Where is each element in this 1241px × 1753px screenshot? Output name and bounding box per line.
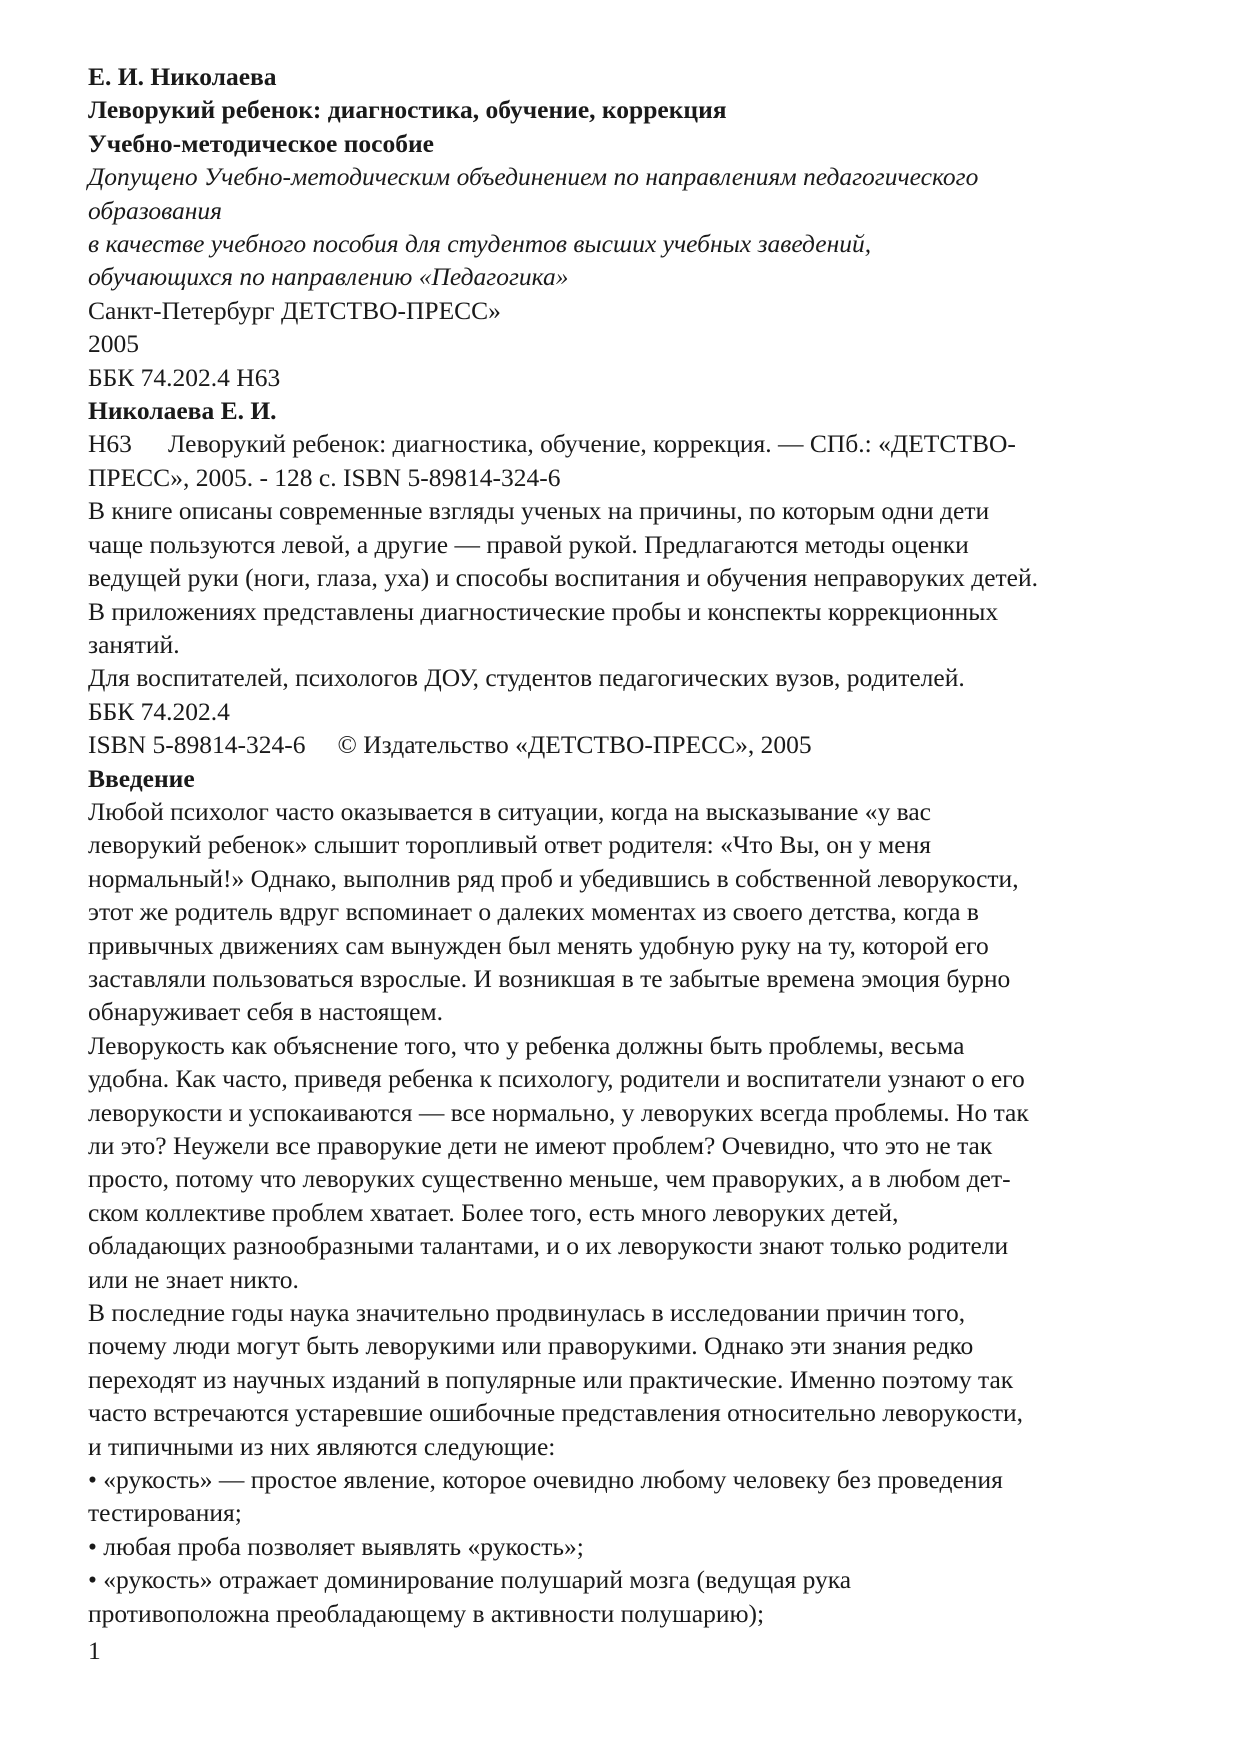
text-line: Любой психолог часто оказывается в ситуации, когда на высказывание «у вас: [88, 796, 931, 826]
text-line: • любая проба позволяет выявлять «рукость»;: [88, 1531, 584, 1561]
text-line: часто встречаются устаревшие ошибочные представления относительно леворукости,: [88, 1398, 1024, 1428]
intro-paragraph-2: [88, 1029, 1208, 1296]
approval-line: в качестве учебного пособия для студентов высших учебных заведений,: [88, 229, 872, 259]
text-line: ском коллективе проблем хватает. Более того, есть много леворуких детей,: [88, 1197, 899, 1227]
catalog-author-heading: Николаева Е. И.: [88, 396, 277, 426]
approval-line: обучающихся по направлению «Педагогика»: [88, 262, 569, 292]
text-line: противоположна преобладающему в активности полушарию);: [88, 1598, 765, 1628]
publisher-line: Санкт-Петербург ДЕТСТВО-ПРЕСС»: [88, 295, 501, 325]
catalog-record-line: Леворукий ребенок: диагностика, обучение, коррекция. — СПб.: «ДЕТСТВО-: [168, 429, 1016, 459]
text-line: просто, потому что леворуких существенно меньше, чем праворуких, а в любом дет-: [88, 1164, 1011, 1194]
author-name: Е. И. Николаева: [88, 62, 277, 91]
approval-line: образования: [88, 195, 222, 225]
text-line: этот же родитель вдруг вспоминает о далеких моментах из своего детства, когда в: [88, 897, 979, 927]
abstract-line: занятий.: [88, 629, 180, 659]
page-content: [88, 60, 1208, 1630]
text-line: В последние годы наука значительно продвинулась в исследовании причин того,: [88, 1298, 966, 1328]
audience-line: Для воспитателей, психологов ДОУ, студентов педагогических вузов, родителей.: [88, 663, 965, 693]
abstract-line: чаще пользуются левой, а другие — правой рукой. Предлагаются методы оценки: [88, 529, 969, 559]
text-line: обладающих разнообразными талантами, и о их леворукости знают только родители: [88, 1231, 1009, 1261]
text-line: нормальный!» Однако, выполнив ряд проб и убедившись в собственной леворукости,: [88, 863, 1019, 893]
abstract-line: В приложениях представлены диагностические пробы и конспекты коррекционных: [88, 596, 999, 626]
list-item: [88, 1463, 1208, 1530]
text-line: удобна. Как часто, приведя ребенка к психологу, родители и воспитатели узнают о его: [88, 1064, 1025, 1094]
book-subtitle: Учебно-методическое пособие: [88, 128, 434, 158]
text-line: тестирования;: [88, 1498, 242, 1528]
text-line: и типичными из них являются следующие:: [88, 1431, 556, 1461]
list-item: [88, 1563, 1208, 1630]
text-line: обнаруживает себя в настоящем.: [88, 997, 443, 1027]
page-number: 1: [88, 1636, 101, 1665]
list-item: [88, 1530, 1208, 1563]
text-line: почему люди могут быть леворукими или праворукими. Однако эти знания редко: [88, 1331, 974, 1361]
publication-year: 2005: [88, 329, 139, 359]
text-line: леворукости и успокаиваются — все нормально, у леворуких всегда проблемы. Но так: [88, 1097, 1029, 1127]
copyright-notice: © Издательство «ДЕТСТВО-ПРЕСС», 2005: [337, 730, 812, 760]
isbn-copyright-line: [88, 728, 1208, 761]
misconception-list: [88, 1463, 1208, 1630]
text-line: леворукий ребенок» слышит торопливый ответ родителя: «Что Вы, он у меня: [88, 830, 931, 860]
catalog-code: Н63: [88, 429, 132, 459]
intro-paragraph-3: [88, 1296, 1208, 1463]
approval-line: Допущено Учебно-методическим объединением по направлениям педагогического: [88, 162, 979, 192]
catalog-record-continued: [88, 461, 1208, 494]
text-line: ли это? Неужели все праворукие дети не имеют проблем? Очевидно, что это не так: [88, 1131, 993, 1160]
text-line: или не знает никто.: [88, 1264, 299, 1294]
text-line: переходят из научных изданий в популярные или практические. Именно поэтому так: [88, 1364, 1014, 1394]
bbk-short: ББК 74.202.4: [88, 696, 230, 726]
book-title: Леворукий ребенок: диагностика, обучение, коррекция: [88, 95, 727, 125]
text-line: привычных движениях сам вынужден был менять удобную руку на ту, которой его: [88, 930, 989, 960]
abstract-line: В книге описаны современные взгляды ученых на причины, по которым одни дети: [88, 496, 990, 526]
catalog-record-isbn: ISBN 5-89814-324-6: [343, 462, 561, 492]
text-line: заставляли пользоваться взрослые. И возникшая в те забытые времена эмоция бурно: [88, 963, 1011, 993]
text-line: • «рукость» — простое явление, которое очевидно любому человеку без проведения: [88, 1465, 1003, 1495]
catalog-record-line: ПРЕСС», 2005. - 128 с.: [88, 462, 337, 492]
abstract-line: ведущей руки (ноги, глаза, уха) и способы воспитания и обучения неправоруких детей.: [88, 563, 1038, 593]
isbn-label: ISBN 5-89814-324-6: [88, 730, 306, 760]
text-line: • «рукость» отражает доминирование полушарий мозга (ведущая рука: [88, 1565, 852, 1595]
intro-paragraph-1: [88, 795, 1208, 1029]
section-heading: Введение: [88, 763, 195, 793]
catalog-record: [88, 427, 1208, 460]
text-line: Леворукость как объяснение того, что у ребенка должны быть проблемы, весьма: [88, 1030, 965, 1060]
bbk-line: ББК 74.202.4 Н63: [88, 362, 281, 392]
